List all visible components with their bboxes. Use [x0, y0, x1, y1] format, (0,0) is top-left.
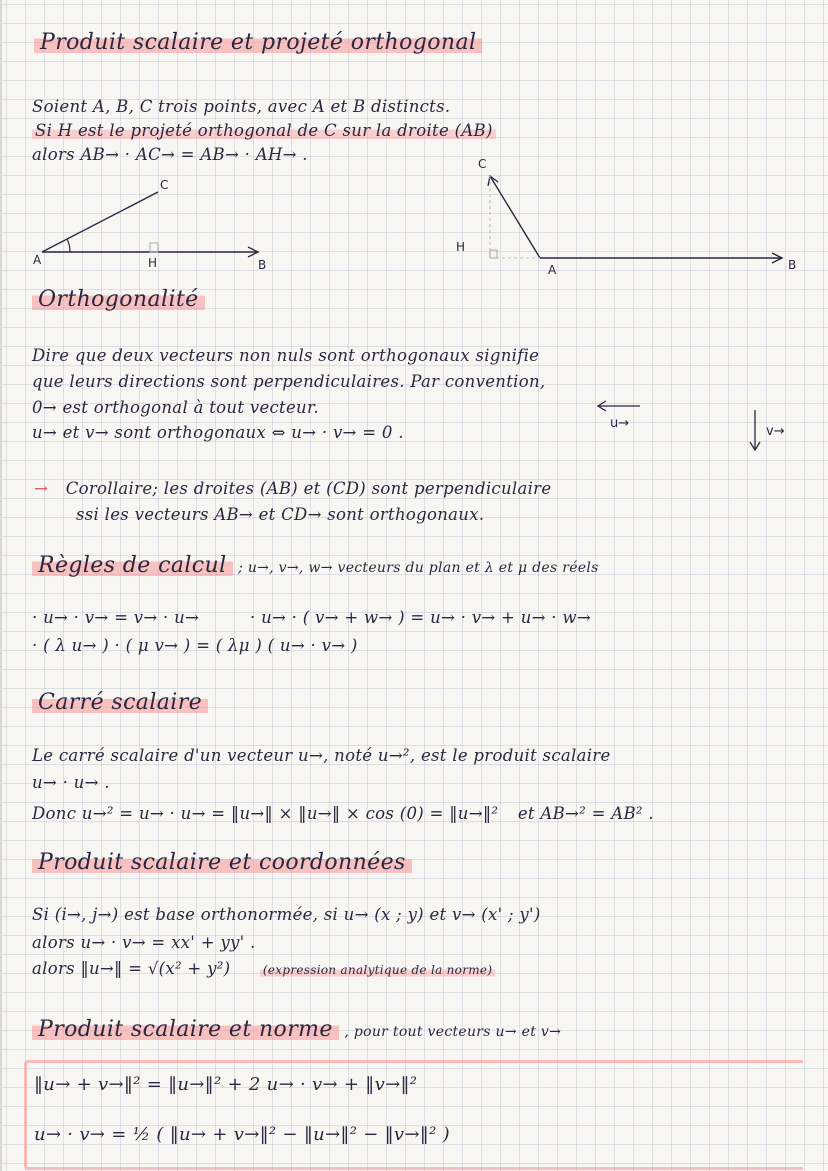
right-angle-mark-2 [490, 250, 497, 258]
heading-regles: Règles de calcul [32, 553, 233, 578]
heading-orthogonalite [32, 285, 205, 315]
corollaire-line-1 [34, 478, 551, 500]
carre-line-3-extra: et AB→² = AB² . [517, 804, 654, 823]
intro-line-2 [32, 120, 496, 142]
corollaire-line-1-text: Corollaire; les droites (AB) et (CD) sont perpendiculaire [65, 479, 552, 498]
carre-line-3-main: Donc u→² = u→ · u→ = ‖u→‖ × ‖u→‖ × cos (0) = ‖u→‖² [32, 804, 499, 823]
ortho-line-4: u→ et v→ sont orthogonaux ⇔ u→ · v→ = 0 . [32, 423, 404, 442]
fig1-label-a: A [33, 253, 42, 267]
ortho-line-2: que leurs directions sont perpendiculaires. Par convention, [32, 372, 546, 391]
coord-line-1: Si (i→, j→) est base orthonormée, si u→ (x ; y) et v→ (x' ; y') [32, 905, 541, 924]
ortho-line-1: Dire que deux vecteurs non nuls sont orthogonaux signifie [32, 346, 540, 365]
figure-projection-obtuse [470, 168, 800, 268]
sketch-label-u: u→ [610, 416, 630, 431]
segment-ac-2 [490, 176, 540, 258]
fig1-label-h: H [148, 256, 158, 270]
heading-carre [32, 688, 208, 718]
corollaire-line-2: ssi les vecteurs AB→ et CD→ sont orthogonaux. [76, 505, 485, 524]
segment-ac [42, 192, 158, 252]
angle-arc [67, 239, 70, 252]
norme-heading-line [32, 1015, 561, 1045]
heading-norme: Produit scalaire et norme [32, 1017, 339, 1042]
formula-norme-2: u→ · v→ = ½ ( ‖u→ + v→‖² − ‖u→‖² − ‖v→‖² ) [34, 1124, 450, 1145]
fig1-label-b: B [258, 258, 267, 272]
rule-1: · u→ · v→ = v→ · u→ [32, 608, 200, 627]
rule-2: · u→ · ( v→ + w→ ) = u→ · v→ + u→ · w→ [250, 608, 591, 627]
intro-line-1: Soient A, B, C trois points, avec A et B distincts. [32, 97, 451, 116]
coord-note: (expression analytique de la norme) [260, 963, 495, 977]
right-angle-mark [150, 243, 158, 252]
intro-line-2-text: Si H est le projeté orthogonal de C sur la droite (AB) [32, 121, 496, 140]
carre-line-3 [32, 803, 654, 825]
heading-orthogonalite-text: Orthogonalité [32, 287, 205, 312]
heading-carre-text: Carré scalaire [32, 690, 208, 715]
coord-line-2: alors u→ · v→ = xx' + yy' . [32, 933, 256, 952]
regles-subtitle: ; u→, v→, w→ vecteurs du plan et λ et μ des réels [238, 560, 599, 576]
corollaire-arrow: → [34, 479, 49, 498]
fig2-label-h: H [456, 240, 466, 254]
coord-line-3 [32, 958, 495, 981]
page-title [34, 28, 482, 58]
heading-coordonnees [32, 848, 412, 878]
regles-heading-line [32, 551, 599, 581]
fig2-label-c: C [478, 157, 487, 171]
fig2-label-a: A [548, 263, 557, 277]
sketch-label-v: v→ [766, 424, 785, 439]
fig1-label-c: C [160, 178, 169, 192]
carre-line-2: u→ · u→ . [32, 773, 110, 792]
norme-subtitle: , pour tout vecteurs u→ et v→ [344, 1024, 562, 1040]
heading-coordonnees-text: Produit scalaire et coordonnées [32, 850, 412, 875]
carre-line-1: Le carré scalaire d'un vecteur u→, noté u→², est le produit scalaire [32, 746, 611, 765]
coord-line-3-main: alors ‖u→‖ = √(x² + y²) [32, 959, 231, 978]
formula-norme-1: ‖u→ + v→‖² = ‖u→‖² + 2 u→ · v→ + ‖v→‖² [34, 1074, 418, 1095]
fig2-label-b: B [788, 258, 797, 272]
ortho-line-3: 0→ est orthogonal à tout vecteur. [32, 398, 319, 417]
intro-line-3: alors AB→ · AC→ = AB→ · AH→ . [32, 145, 308, 164]
rule-3: · ( λ u→ ) · ( μ v→ ) = ( λμ ) ( u→ · v→ ) [32, 636, 358, 655]
page-title-text: Produit scalaire et projeté orthogonal [34, 30, 482, 55]
